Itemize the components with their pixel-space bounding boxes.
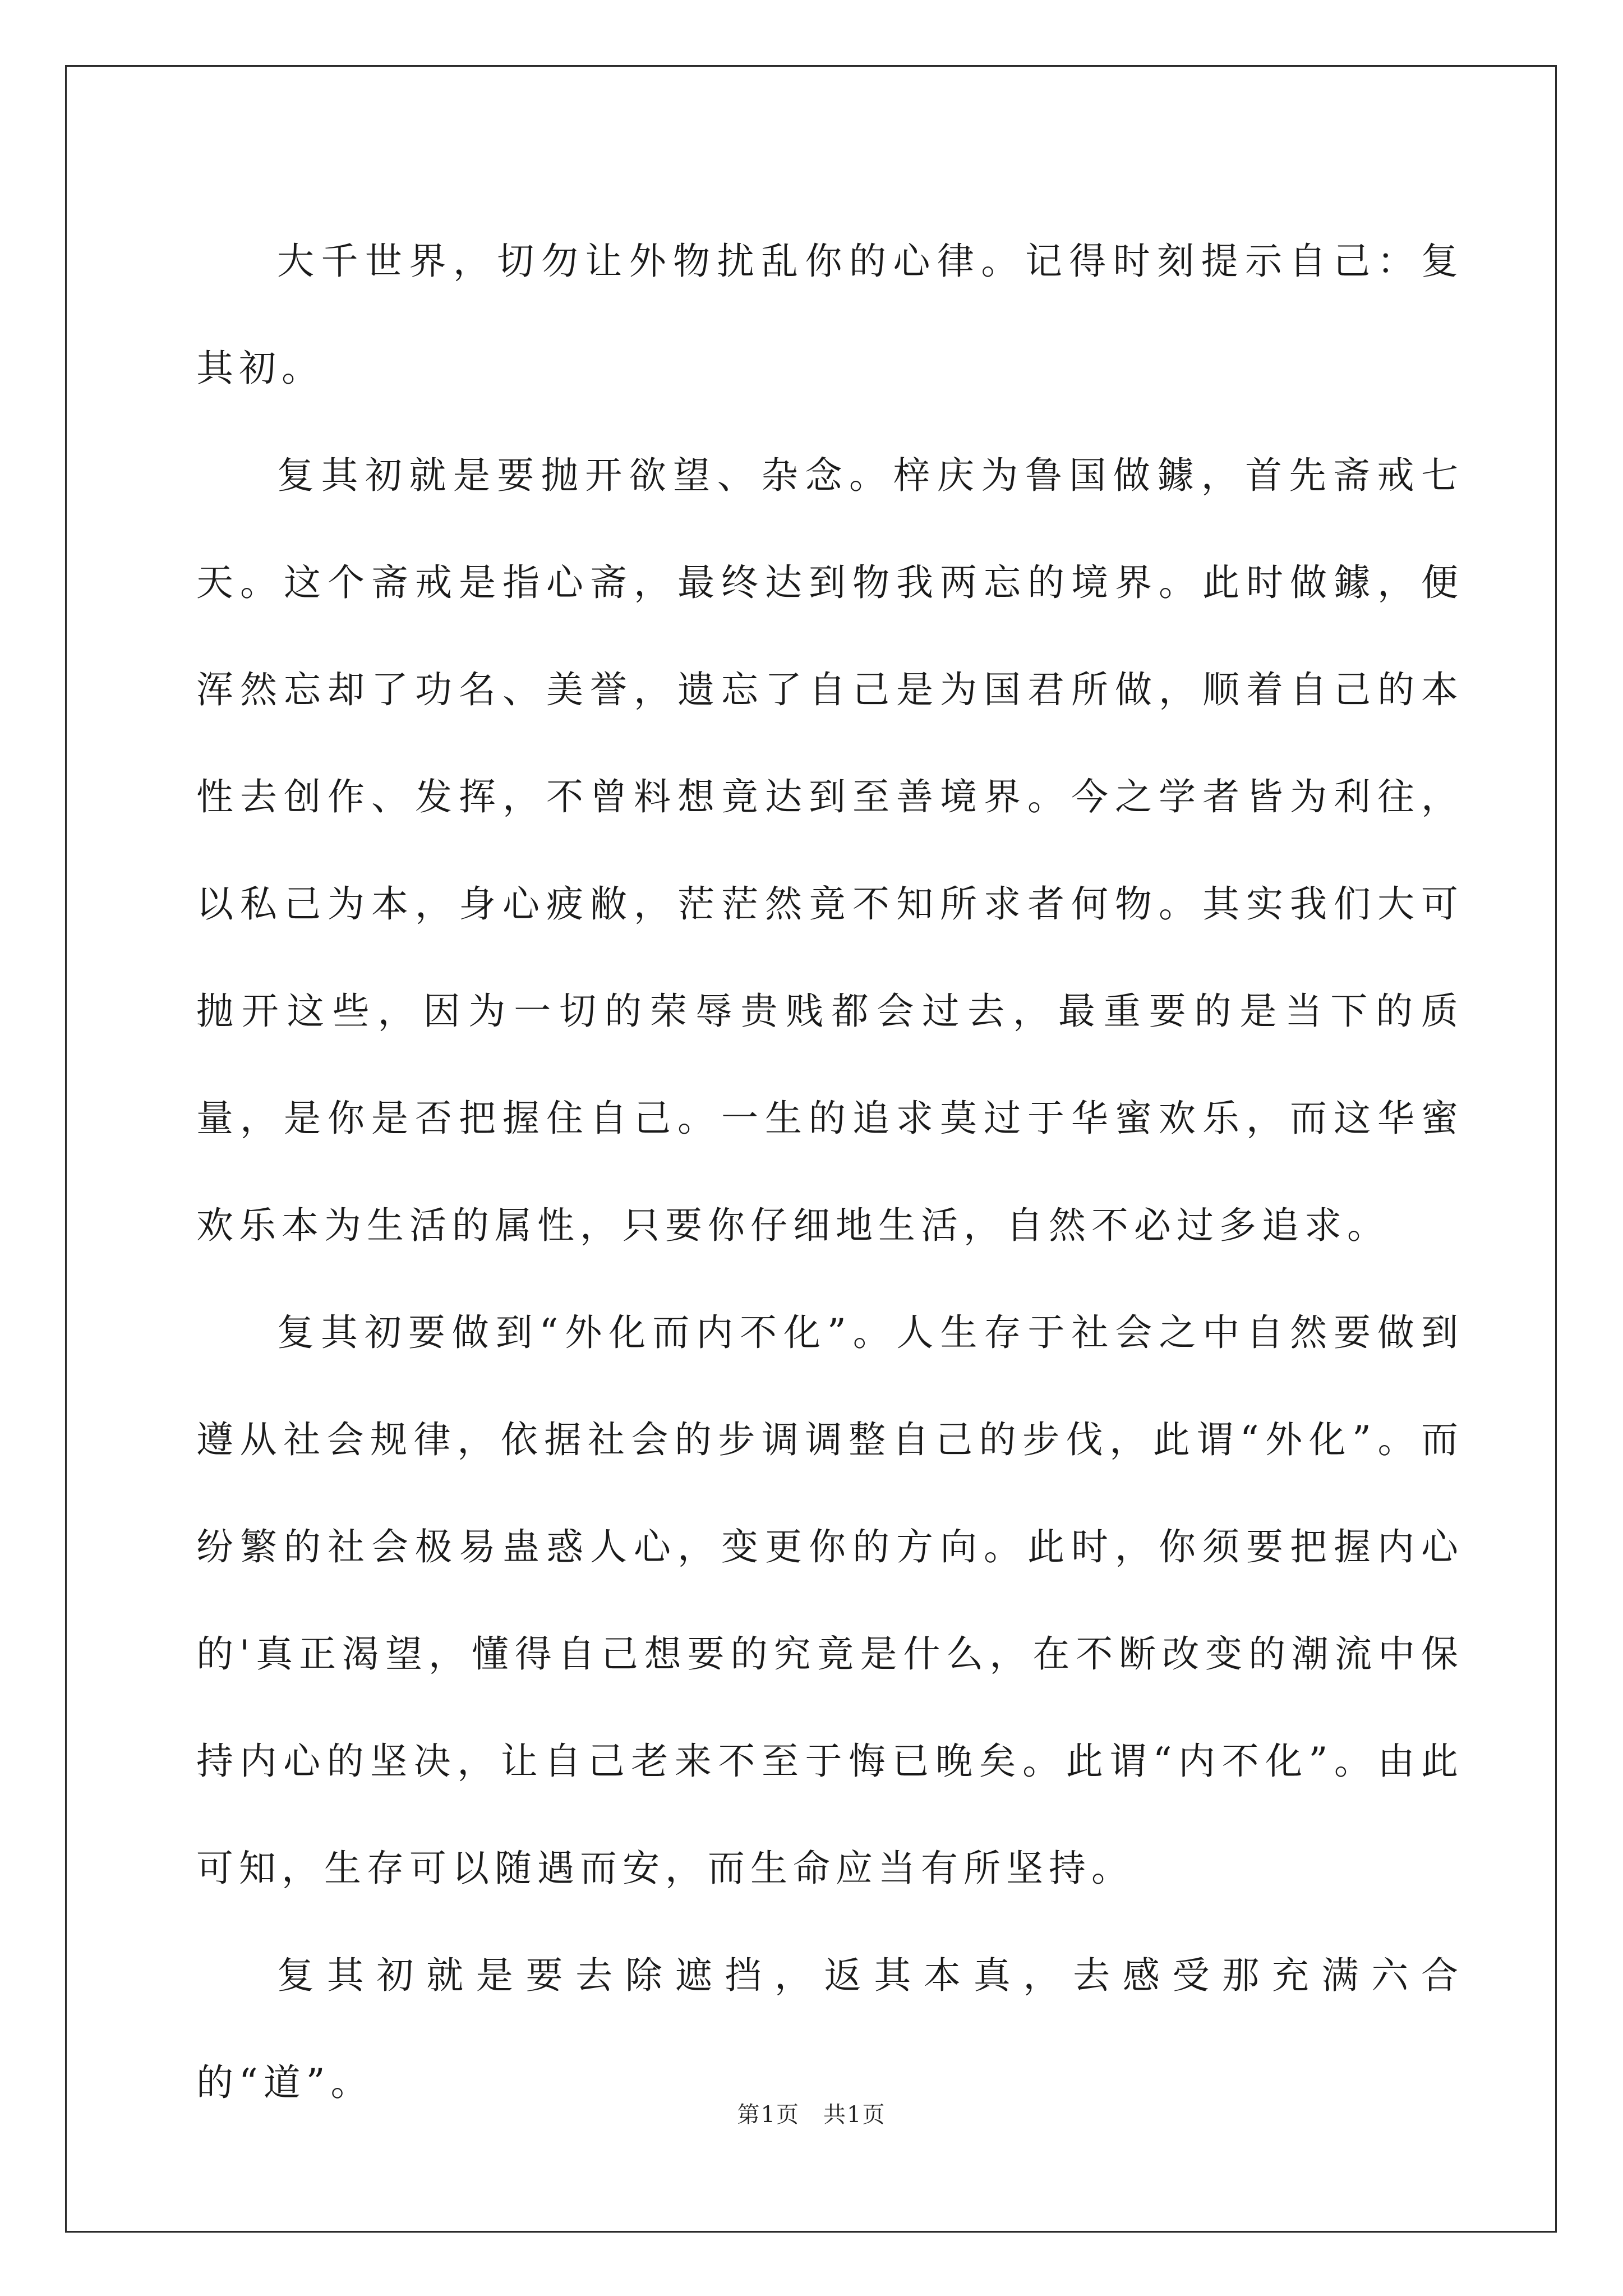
paragraph-1: 大千世界，切勿让外物扰乱你的心律。记得时刻提示自己：复其初。 — [196, 240, 1464, 390]
paragraph-3: 复其初要做到“外化而内不化”。人生存于社会之中自然要做到遵从社会规律，依据社会的步调调整自己的步伐，此谓“外化”。而纷繁的社会极易蛊惑人心，变更你的方向。此时，你须要把握内心的'真正渴望，懂得自己想要的究竟是什么，在不断改变的潮流中保持内心的坚决，让自己老来不至于悔已晚矣。此谓“内不化”。由此可知，生存可以随遇而安，而生命应当有所坚持。 — [196, 1311, 1464, 1890]
paragraph-2: 复其初就是要抛开欲望、杂念。梓庆为鲁国做鐻，首先斋戒七天。这个斋戒是指心斋，最终达到物我两忘的境界。此时做鐻，便浑然忘却了功名、美誉，遗忘了自己是为国君所做，顺着自己的本性去创作、发挥，不曾料想竟达到至善境界。今之学者皆为利往，以私己为本，身心疲敝，茫茫然竟不知所求者何物。其实我们大可抛开这些，因为一切的荣辱贵贱都会过去，最重要的是当下的质量，是你是否把握住自己。一生的追求莫过于华蜜欢乐，而这华蜜欢乐本为生活的属性，只要你仔细地生活，自然不必过多追求。 — [196, 454, 1464, 1247]
page-footer: 第1页 共1页 — [737, 2102, 886, 2128]
document-body — [196, 208, 1464, 2136]
paragraph-4: 复其初就是要去除遮挡，返其本真，去感受那充满六合的“道”。 — [196, 1954, 1464, 2104]
